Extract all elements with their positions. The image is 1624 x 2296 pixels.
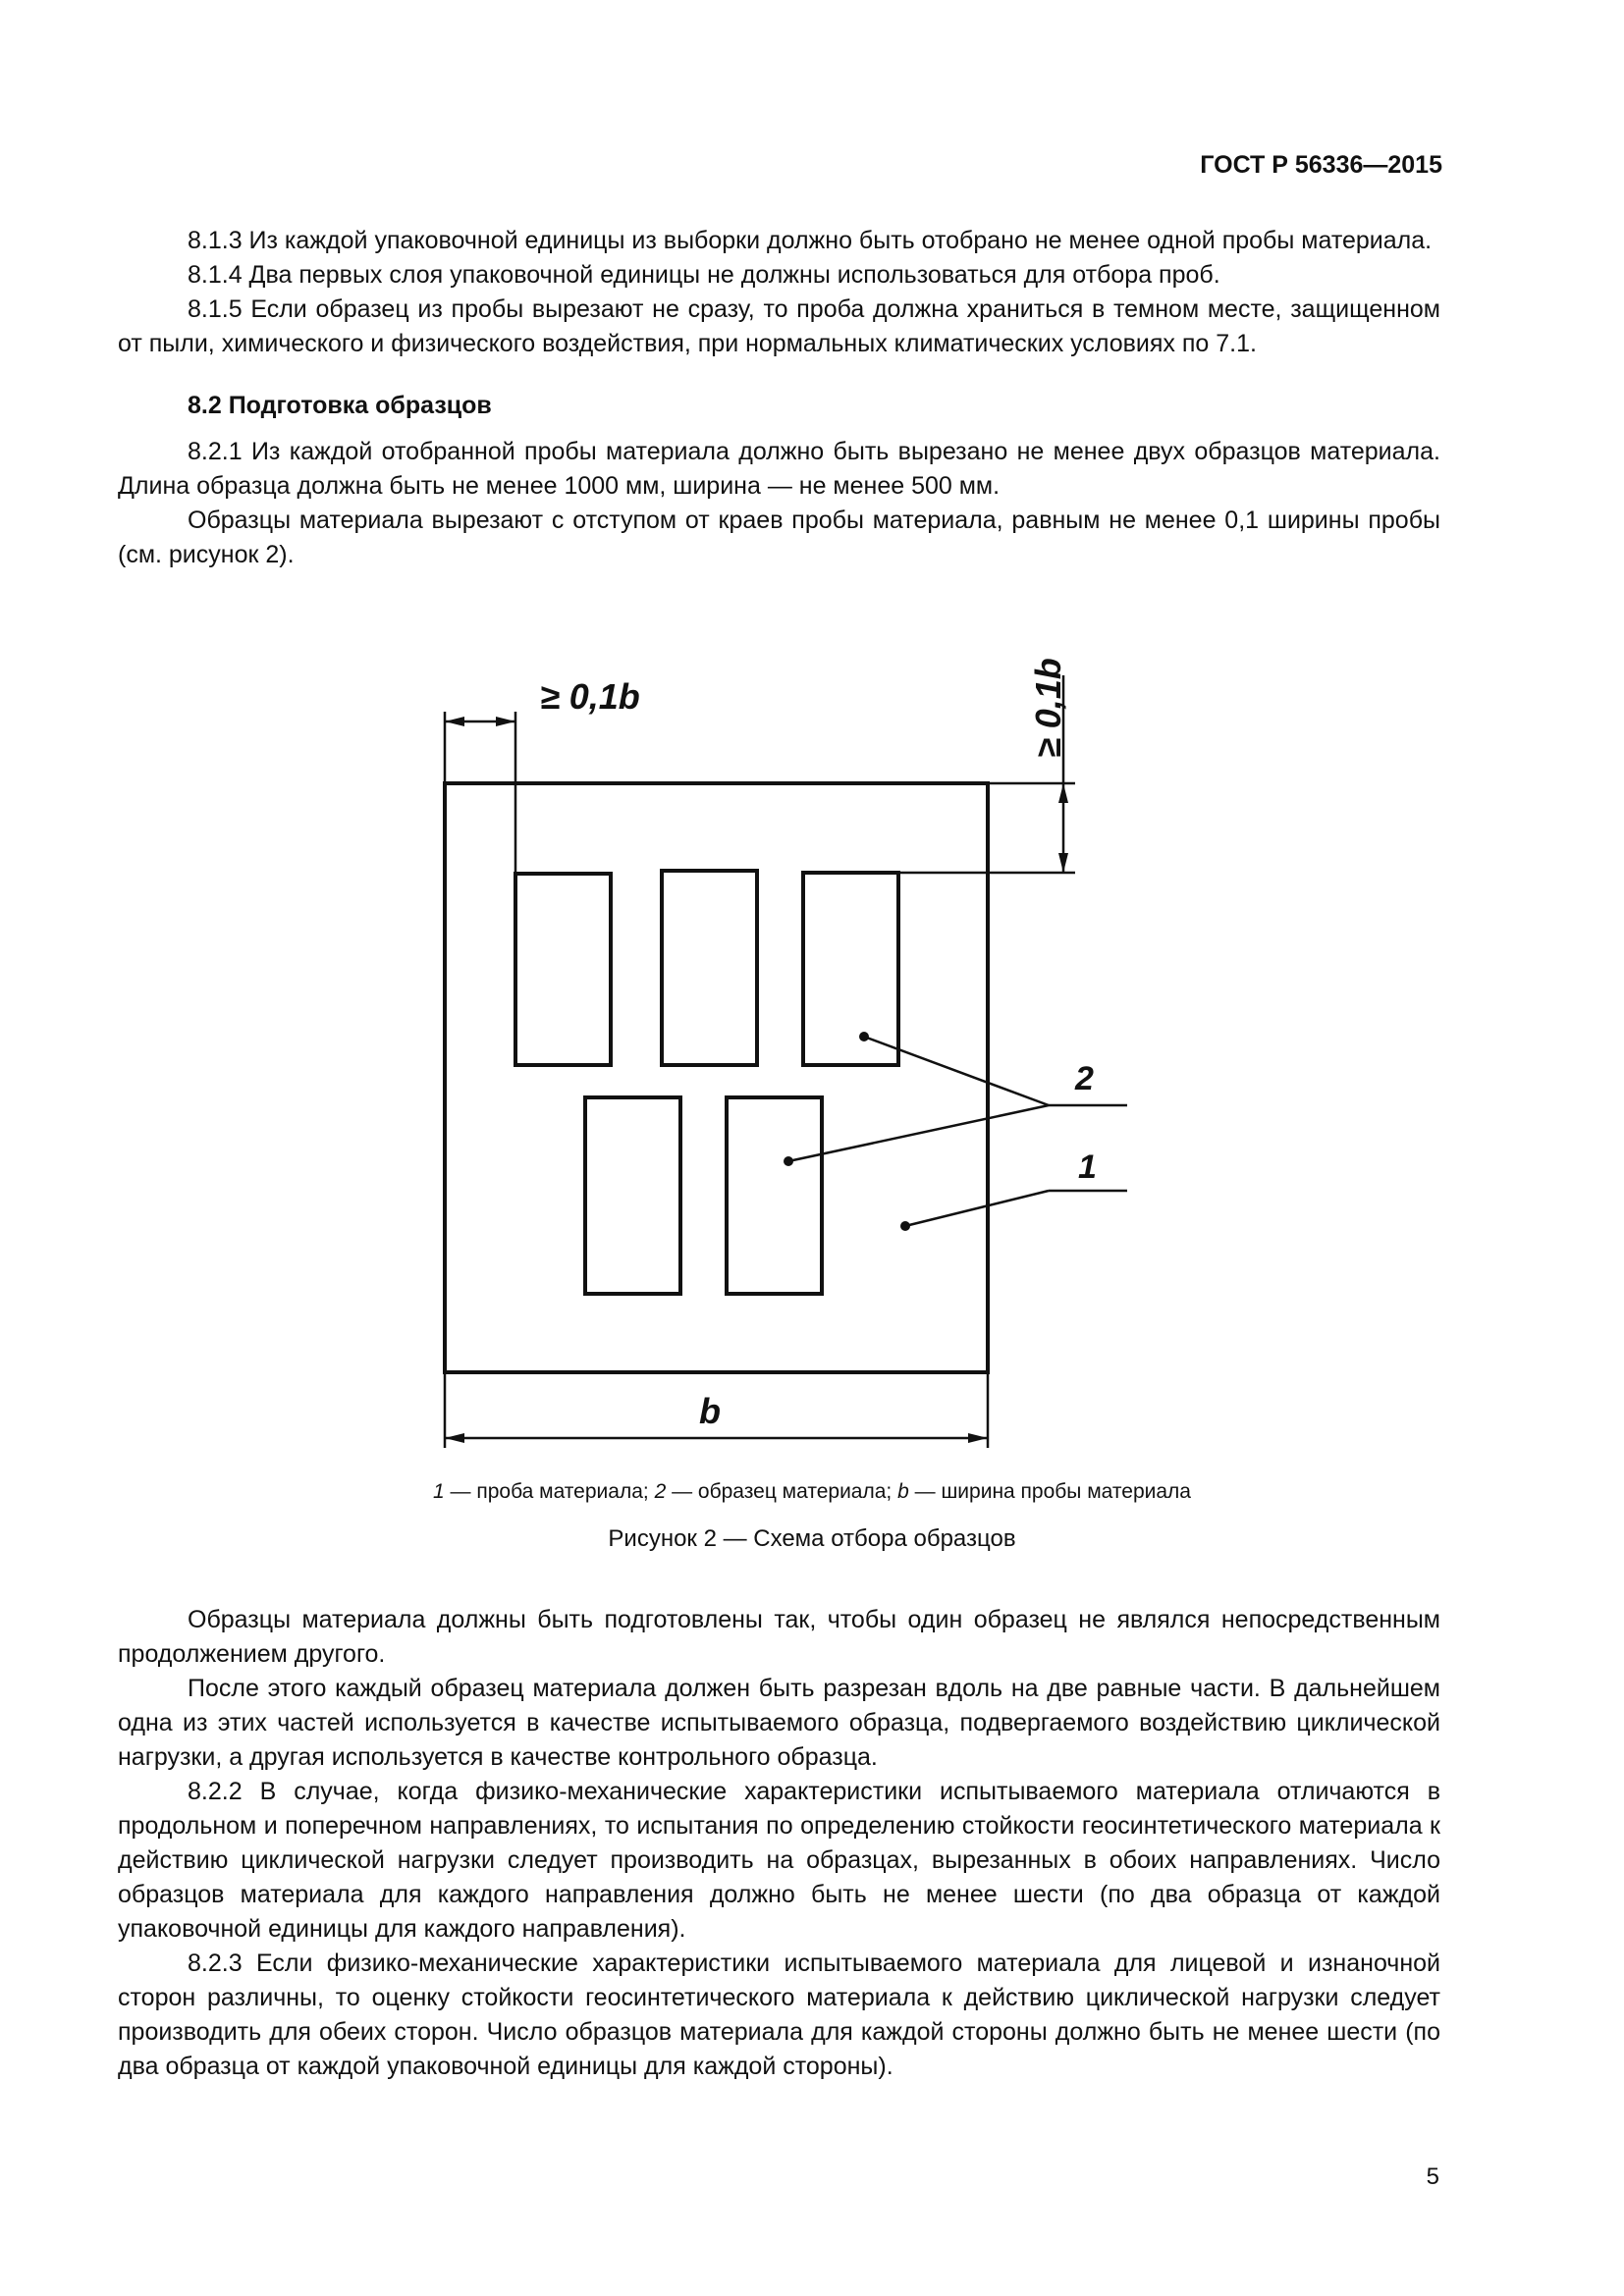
legend-text-1: — проба материала; — [444, 1480, 655, 1503]
arrow-bottom-right — [968, 1433, 988, 1443]
dim-right-label: ≥ 0,1b — [1028, 658, 1068, 758]
arrow-bottom-left — [445, 1433, 464, 1443]
legend-text-3: — ширина пробы материала — [908, 1480, 1191, 1503]
arrow-right-top — [1058, 783, 1068, 803]
sampling-scheme-diagram — [0, 648, 1624, 1453]
specimen-bottom-1 — [585, 1097, 680, 1294]
paragraph-8-1-5: 8.1.5 Если образец из пробы вырезают не сразу, то проба должна храниться в темном месте, защищенном от пыли, химического и физического воздействия, при нормальных климатических условиях по 7.1. — [118, 295, 1440, 357]
specimen-bottom-2 — [727, 1097, 822, 1294]
text-block-top — [118, 224, 1440, 572]
figure-2 — [0, 648, 1624, 1453]
leader-2b — [788, 1105, 1049, 1161]
section-title: 8.2 Подготовка образцов — [188, 392, 492, 419]
text-block-bottom — [118, 1603, 1440, 2084]
leader-dot-2b — [784, 1156, 793, 1166]
legend-num-1: 1 — [433, 1480, 445, 1503]
leader-2a — [864, 1037, 1049, 1105]
legend-num-2: 2 — [654, 1480, 667, 1503]
leader-1 — [905, 1191, 1049, 1226]
document-code: ГОСТ Р 56336—2015 — [1200, 151, 1442, 179]
dim-top-label: ≥ 0,1b — [540, 676, 640, 717]
callout-label-1: 1 — [1078, 1148, 1097, 1186]
dim-bottom-label: b — [699, 1391, 721, 1431]
legend-text-2: — образец материала; — [666, 1480, 898, 1503]
paragraph-8-1-4: 8.1.4 Два первых слоя упаковочной единицы не должны использоваться для отбора проб. — [188, 261, 1220, 289]
leader-dot-2a — [859, 1032, 869, 1041]
specimen-top-2 — [662, 871, 757, 1065]
paragraph-indent-note: Образцы материала вырезают с отступом от краев пробы материала, равным не менее 0,1 ширины пробы (см. рисунок 2). — [118, 507, 1440, 568]
arrow-top-left — [445, 717, 464, 726]
paragraph-preparation: Образцы материала должны быть подготовлены так, чтобы один образец не являлся непосредственным продолжением другого. — [118, 1606, 1440, 1668]
specimen-top-1 — [515, 874, 611, 1065]
arrow-top-right — [496, 717, 515, 726]
paragraph-cut: После этого каждый образец материала должен быть разрезан вдоль на две равные части. В дальнейшем одна из этих частей используется в качестве испытываемого образца, подвергаемого воздействию циклической нагрузки, а другая используется в качестве контрольного образца. — [118, 1675, 1440, 1771]
legend-num-b: b — [897, 1480, 909, 1503]
paragraph-8-2-1: 8.2.1 Из каждой отобранной пробы материала должно быть вырезано не менее двух образцов материала. Длина образца должна быть не менее 1000 мм, ширина — не менее 500 мм. — [118, 438, 1440, 500]
specimen-top-3 — [803, 873, 898, 1065]
figure-caption: Рисунок 2 — Схема отбора образцов — [608, 1525, 1016, 1552]
leader-dot-1 — [900, 1221, 910, 1231]
paragraph-8-2-3: 8.2.3 Если физико-механические характеристики испытываемого материала для лицевой и изнаночной сторон различны, то оценку стойкости геосинтетического материала к действию циклической нагрузки следует производить для обеих сторон. Число образцов материала для каждой стороны должно быть не менее шести (по два образца от каждой упаковочной единицы для каждой стороны). — [118, 1949, 1440, 2080]
paragraph-8-1-3: 8.1.3 Из каждой упаковочной единицы из выборки должно быть отобрано не менее одной пробы материала. — [188, 227, 1433, 254]
figure-legend — [0, 1480, 1624, 1504]
arrow-right-bottom — [1058, 853, 1068, 873]
page-number: 5 — [1426, 2163, 1439, 2190]
callout-label-2: 2 — [1075, 1060, 1094, 1097]
paragraph-8-2-2: 8.2.2 В случае, когда физико-механические характеристики испытываемого материала отличаются в продольном и поперечном направлениях, то испытания по определению стойкости геосинтетического материала к действию циклической нагрузки следует производить на образцах, вырезанных в обоих направлениях. Число образцов материала для каждого направления должно быть не менее шести (по два образца от каждой упаковочной единицы для каждого направления). — [118, 1778, 1440, 1943]
